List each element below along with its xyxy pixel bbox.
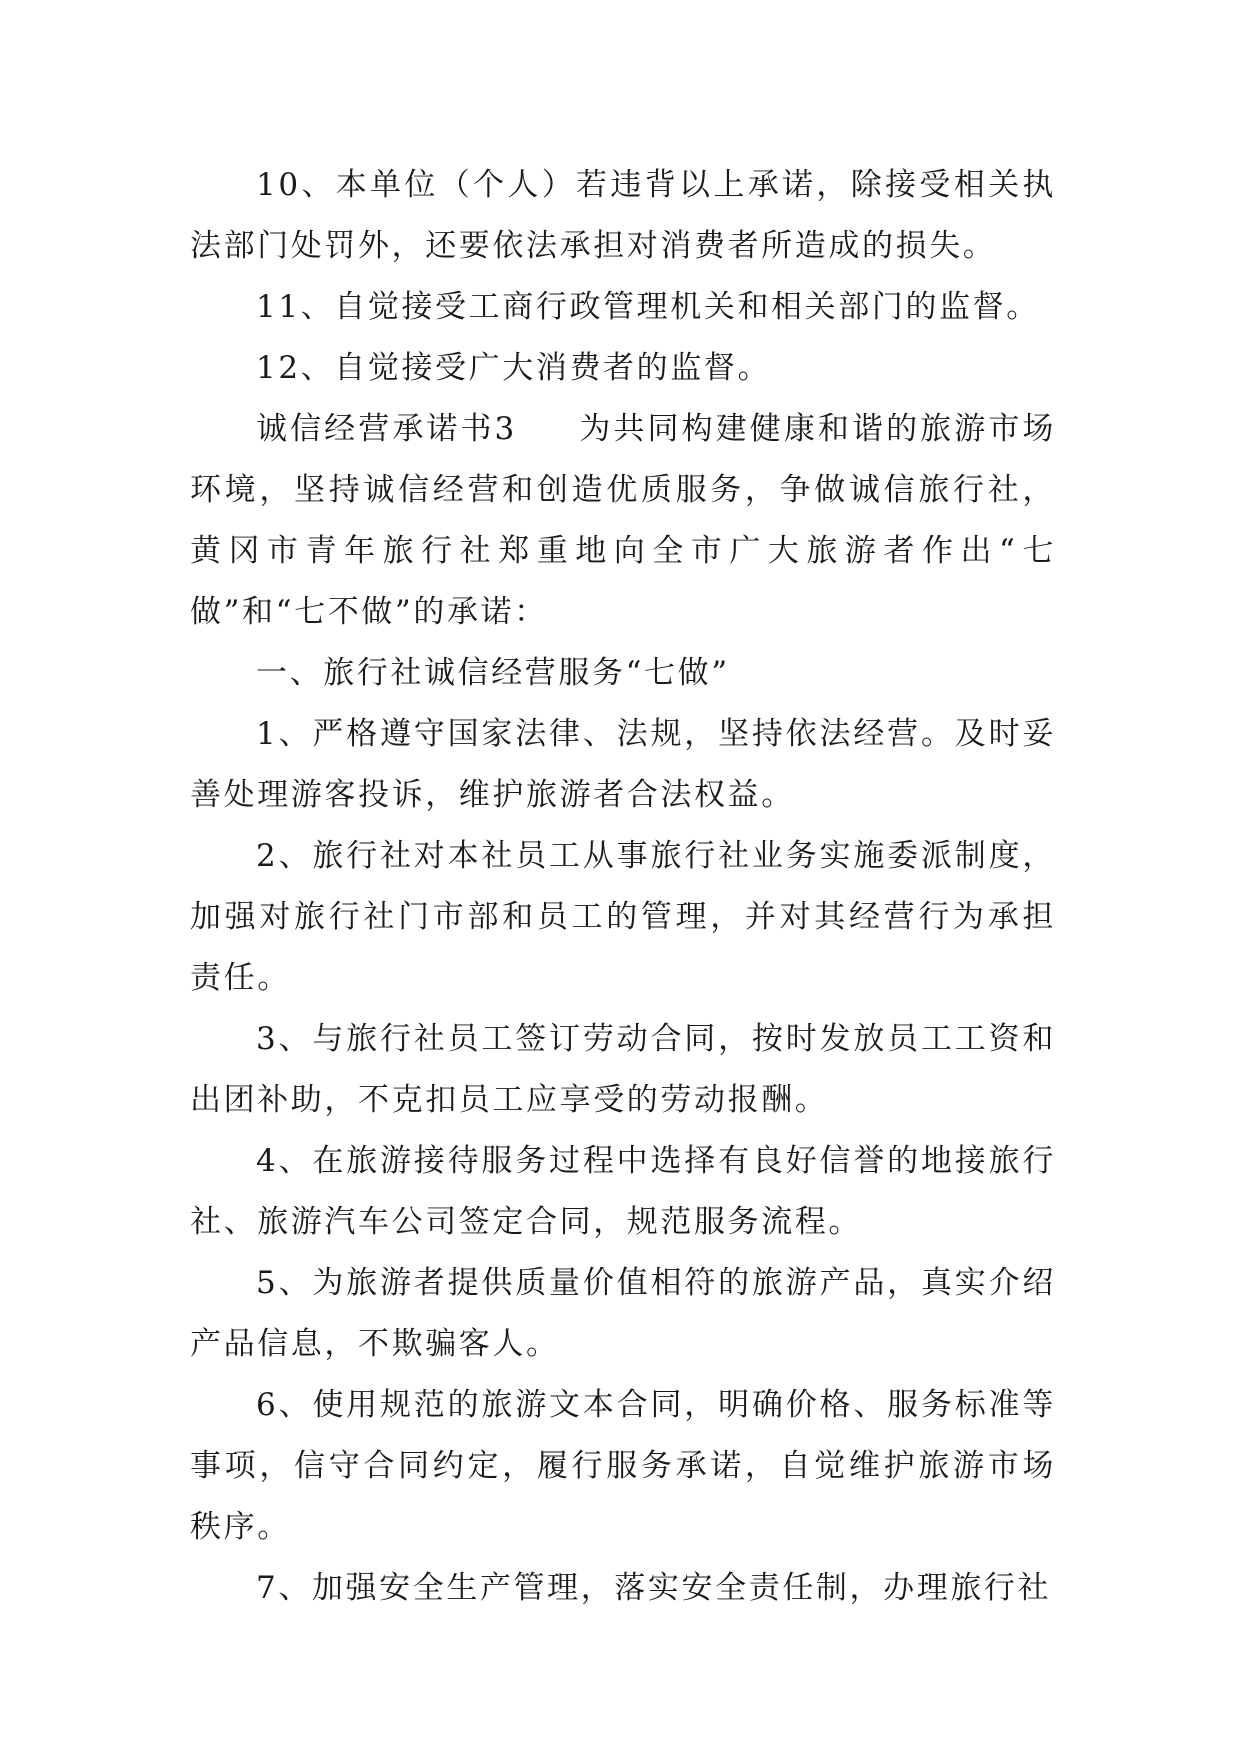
paragraph-do-5: 5、为旅游者提供质量价值相符的旅游产品，真实介绍产品信息，不欺骗客人。 <box>190 1265 1056 1362</box>
paragraph-item-12: 12、自觉接受广大消费者的监督。 <box>256 350 772 386</box>
paragraph-commitment-3 <box>190 399 1056 643</box>
paragraph-item-10: 10、本单位（个人）若违背以上承诺，除接受相关执法部门处罚外，还要依法承担对消费者所造成的损失。 <box>190 167 1056 264</box>
paragraph-do-2: 2、旅行社对本社员工从事旅行社业务实施委派制度，加强对旅行社门市部和员工的管理，并对其经营行为承担责任。 <box>190 838 1056 996</box>
commitment-3-intro: 为共同构建健康和谐的旅游市场环境，坚持诚信经营和创造优质服务，争做诚信旅行社，黄冈市青年旅行社郑重地向全市广大旅游者作出“七做”和“七不做”的承诺： <box>190 411 1056 630</box>
paragraph-do-3: 3、与旅行社员工签订劳动合同，按时发放员工工资和出团补助，不克扣员工应享受的劳动报酬。 <box>190 1021 1056 1118</box>
paragraph-do-6: 6、使用规范的旅游文本合同，明确价格、服务标准等事项，信守合同约定，履行服务承诺，自觉维护旅游市场秩序。 <box>190 1387 1056 1545</box>
section-heading-seven-dos: 一、旅行社诚信经营服务“七做” <box>256 655 730 691</box>
commitment-3-heading: 诚信经营承诺书3 <box>256 411 517 447</box>
paragraph-do-7: 7、加强安全生产管理，落实安全责任制，办理旅行社 <box>256 1570 1052 1606</box>
paragraph-do-1: 1、严格遵守国家法律、法规，坚持依法经营。及时妥善处理游客投诉，维护旅游者合法权益。 <box>190 716 1056 813</box>
paragraph-item-11: 11、自觉接受工商行政管理机关和相关部门的监督。 <box>256 289 1040 325</box>
paragraph-do-4: 4、在旅游接待服务过程中选择有良好信誉的地接旅行社、旅游汽车公司签定合同，规范服务流程。 <box>190 1143 1056 1240</box>
document-body <box>190 155 1056 1619</box>
